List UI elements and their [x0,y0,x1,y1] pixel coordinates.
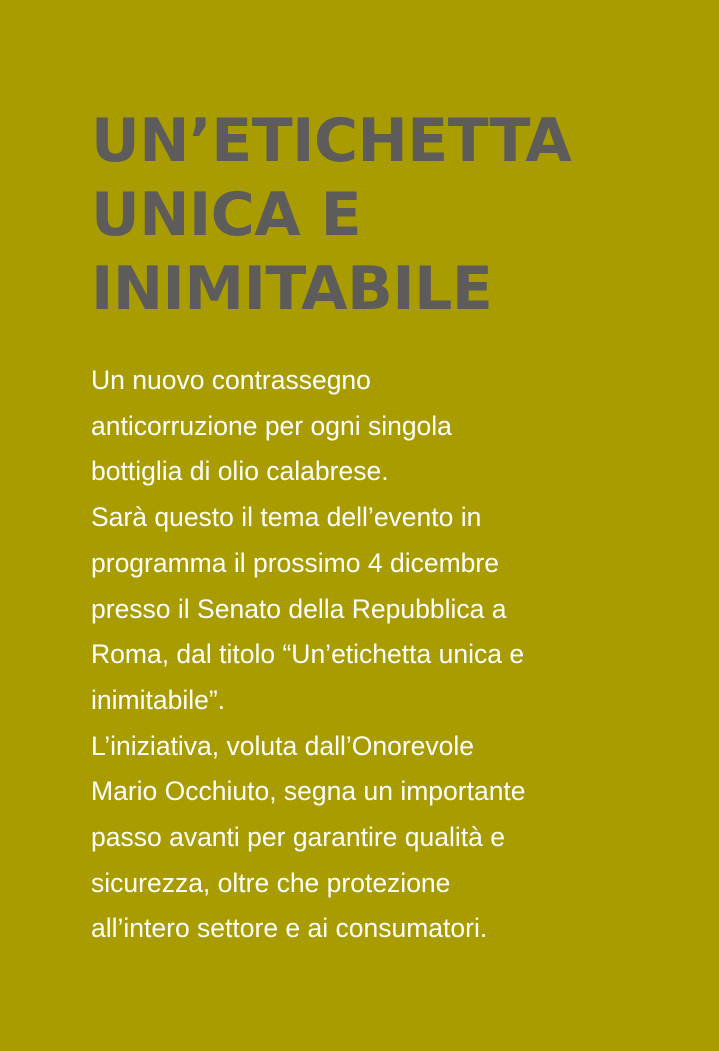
body-line: passo avanti per garantire qualità e [91,822,505,853]
body-line: Roma, dal titolo “Un’etichetta unica e [91,639,525,670]
body-paragraph [91,358,691,952]
body-line: Sarà questo il tema dell’evento in [91,502,482,533]
headline-line: UN’ETICHETTA [91,106,572,176]
body-line: L’iniziativa, voluta dall’Onorevole [91,730,474,761]
body-line: bottiglia di olio calabrese. [91,456,389,487]
body-line: anticorruzione per ogni singola [91,410,452,441]
body-line: Mario Occhiuto, segna un importante [91,776,526,807]
body-line: Un nuovo contrassegno [91,365,371,395]
headline [91,104,701,326]
body-line: sicurezza, oltre che protezione [91,867,451,898]
body-line: programma il prossimo 4 dicembre [91,547,499,578]
body-line: presso il Senato della Repubblica a [91,593,507,624]
headline-line: INIMITABILE [91,254,493,324]
body-line: inimitabile”. [91,684,226,715]
body-line: all’intero settore e ai consumatori. [91,913,488,944]
headline-line: UNICA E [91,180,362,250]
